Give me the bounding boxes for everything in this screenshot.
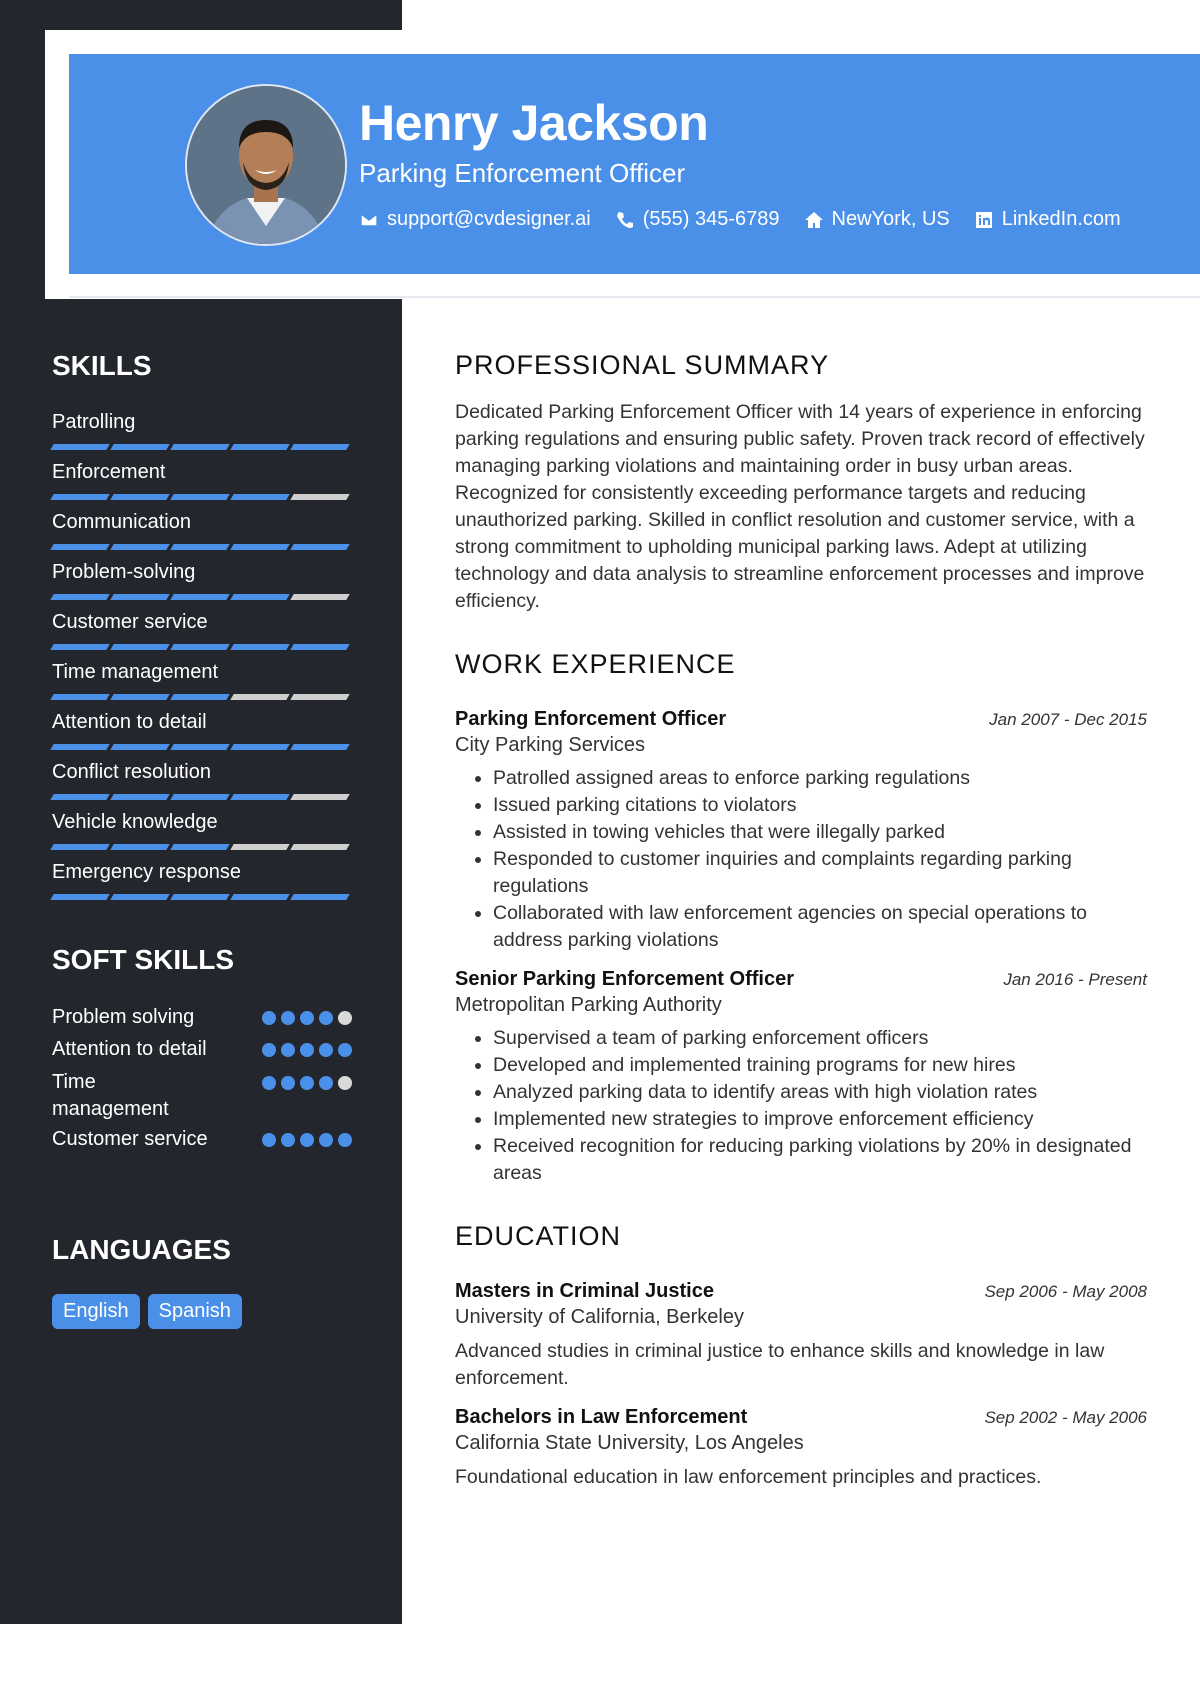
skill-level-segment — [170, 844, 229, 850]
job-position: Senior Parking Enforcement Officer — [455, 968, 794, 990]
job-position: Parking Enforcement Officer — [455, 708, 727, 730]
education-list — [455, 1280, 1147, 1491]
soft-skill-dot — [338, 1133, 352, 1147]
skill-level-segment — [110, 544, 169, 550]
skill-level-segment — [230, 544, 289, 550]
skill-level-segment — [110, 844, 169, 850]
soft-skill-name: Problem solving — [52, 1006, 195, 1028]
skill-level-bars — [52, 594, 352, 600]
avatar — [185, 84, 347, 246]
skill-level-segment — [110, 694, 169, 700]
job-bullets — [455, 1025, 1147, 1187]
header-banner — [69, 54, 1200, 274]
soft-skill-dots — [262, 1126, 352, 1147]
contact-row — [359, 208, 1121, 231]
skill-level-segment — [290, 894, 349, 900]
soft-skill-dot — [319, 1076, 333, 1090]
job-date: Jan 2016 - Present — [1003, 970, 1147, 989]
skill-level-segment — [230, 844, 289, 850]
header-card — [45, 30, 1200, 299]
skill-level-segment — [170, 494, 229, 500]
experience-heading: WORK EXPERIENCE — [455, 649, 736, 679]
job-header — [455, 968, 1147, 991]
skill-level-segment — [110, 494, 169, 500]
soft-skill-dot — [281, 1133, 295, 1147]
soft-skill-dot — [300, 1076, 314, 1090]
skill-level-segment — [110, 794, 169, 800]
soft-skill-item — [52, 1069, 352, 1123]
skill-level-segment — [110, 444, 169, 450]
soft-skill-dots — [262, 1004, 352, 1025]
job-entry — [455, 968, 1147, 1187]
contact-linkedin[interactable] — [974, 208, 1121, 231]
header-divider — [69, 296, 1200, 298]
job-bullet: • Supervised a team of parking enforcement officers — [493, 1025, 1147, 1052]
job-company: City Parking Services — [455, 734, 646, 756]
soft-skill-dot — [338, 1043, 352, 1057]
contact-linkedin-text: LinkedIn.com — [1001, 208, 1121, 230]
skill-level-segment — [290, 544, 349, 550]
soft-skill-dot — [338, 1076, 352, 1090]
summary-text: Dedicated Parking Enforcement Officer with 14 years of experience in enforcing parking regulations and ensuring public safety. Proven track record of effectively managing parking violations and maintaining order in busy urban areas. Recognized for consistently exceeding performance targets and reducing unauthorized parking. Skilled in conflict resolution and customer service, with a strong commitment to upholding municipal parking laws. Adept at utilizing technology and data analysis to streamline enforcement processes and improve efficiency. — [455, 401, 1145, 612]
soft-skill-item — [52, 1126, 352, 1153]
contact-location-text: NewYork, US — [831, 208, 950, 230]
skills-heading: SKILLS — [52, 350, 152, 381]
phone-icon — [615, 210, 635, 230]
skill-level-segment — [230, 594, 289, 600]
education-header — [455, 1280, 1147, 1303]
skill-level-segment — [290, 494, 349, 500]
skill-level-segment — [170, 694, 229, 700]
education-date: Sep 2002 - May 2006 — [984, 1408, 1147, 1427]
skill-level-segment — [290, 444, 349, 450]
skill-item — [52, 760, 352, 810]
skill-level-segment — [50, 544, 109, 550]
skill-level-segment — [50, 494, 109, 500]
soft-skill-name: Time management — [52, 1071, 169, 1120]
skill-level-bars — [52, 844, 352, 850]
job-bullet: • Developed and implemented training programs for new hires — [493, 1052, 1147, 1079]
skill-level-segment — [170, 894, 229, 900]
skill-level-bars — [52, 794, 352, 800]
language-badge: Spanish — [148, 1294, 242, 1329]
summary-heading: PROFESSIONAL SUMMARY — [455, 350, 830, 380]
skill-name: Attention to detail — [52, 711, 207, 733]
skill-name: Enforcement — [52, 461, 166, 483]
education-header — [455, 1406, 1147, 1429]
skill-item — [52, 410, 352, 460]
linkedin-icon — [974, 210, 994, 230]
profile-photo — [187, 86, 345, 244]
degree-name: Bachelors in Law Enforcement — [455, 1406, 748, 1428]
skill-level-segment — [50, 594, 109, 600]
skill-item — [52, 560, 352, 610]
school-name: California State University, Los Angeles — [455, 1432, 804, 1454]
soft-skill-dot — [319, 1133, 333, 1147]
main-content — [455, 350, 1147, 1491]
job-bullet: • Issued parking citations to violators — [493, 792, 1147, 819]
skill-name: Time management — [52, 661, 218, 683]
job-bullets — [455, 765, 1147, 954]
skill-level-segment — [290, 844, 349, 850]
skill-level-segment — [230, 894, 289, 900]
soft-skill-dot — [281, 1043, 295, 1057]
contact-email-text: support@cvdesigner.ai — [387, 208, 591, 230]
soft-skill-item — [52, 1036, 352, 1063]
skill-level-segment — [230, 644, 289, 650]
skill-level-segment — [50, 844, 109, 850]
skill-name: Conflict resolution — [52, 761, 211, 783]
skill-level-segment — [290, 694, 349, 700]
languages-heading: LANGUAGES — [52, 1234, 231, 1265]
soft-skill-dot — [338, 1011, 352, 1025]
job-title: Parking Enforcement Officer — [359, 158, 686, 188]
skill-level-bars — [52, 494, 352, 500]
degree-name: Masters in Criminal Justice — [455, 1280, 714, 1302]
education-entry — [455, 1406, 1147, 1491]
job-company: Metropolitan Parking Authority — [455, 994, 722, 1016]
soft-skill-dot — [262, 1076, 276, 1090]
skill-item — [52, 610, 352, 660]
skill-item — [52, 810, 352, 860]
job-bullet: • Patrolled assigned areas to enforce parking regulations — [493, 765, 1147, 792]
skill-level-segment — [230, 744, 289, 750]
skill-level-segment — [110, 744, 169, 750]
job-bullet: • Analyzed parking data to identify areas with high violation rates — [493, 1079, 1147, 1106]
skill-item — [52, 660, 352, 710]
job-bullet: • Responded to customer inquiries and complaints regarding parking regulations — [493, 846, 1147, 900]
job-date: Jan 2007 - Dec 2015 — [989, 710, 1147, 729]
skill-level-segment — [230, 444, 289, 450]
skills-list — [52, 410, 352, 910]
soft-skill-item — [52, 1004, 352, 1031]
skill-level-segment — [50, 444, 109, 450]
soft-skill-dot — [262, 1133, 276, 1147]
job-bullet: • Assisted in towing vehicles that were illegally parked — [493, 819, 1147, 846]
skill-level-segment — [230, 694, 289, 700]
contact-phone[interactable] — [615, 208, 780, 231]
education-entry — [455, 1280, 1147, 1392]
skill-level-segment — [50, 794, 109, 800]
skill-item — [52, 860, 352, 910]
skill-level-segment — [110, 594, 169, 600]
skill-item — [52, 510, 352, 560]
skill-level-bars — [52, 544, 352, 550]
skill-name: Vehicle knowledge — [52, 811, 218, 833]
language-badge: English — [52, 1294, 140, 1329]
skill-item — [52, 460, 352, 510]
skill-level-segment — [50, 744, 109, 750]
education-description: Foundational education in law enforcement principles and practices. — [455, 1466, 1042, 1488]
skill-level-segment — [290, 744, 349, 750]
soft-skill-dot — [281, 1076, 295, 1090]
education-heading: EDUCATION — [455, 1221, 622, 1251]
languages-list — [52, 1294, 242, 1329]
skill-name: Emergency response — [52, 861, 241, 883]
skill-level-segment — [110, 894, 169, 900]
candidate-name: Henry Jackson — [359, 95, 709, 151]
skill-level-segment — [230, 494, 289, 500]
skill-level-segment — [50, 894, 109, 900]
envelope-icon — [359, 210, 379, 230]
skill-name: Customer service — [52, 611, 208, 633]
contact-phone-text: (555) 345-6789 — [642, 208, 780, 230]
contact-email[interactable] — [359, 208, 591, 231]
soft-skill-dot — [262, 1043, 276, 1057]
soft-skill-dot — [281, 1011, 295, 1025]
soft-skills-list — [52, 1004, 352, 1153]
skill-level-segment — [170, 644, 229, 650]
skill-level-bars — [52, 744, 352, 750]
skill-level-segment — [290, 644, 349, 650]
skill-level-bars — [52, 444, 352, 450]
experience-list — [455, 708, 1147, 1187]
soft-skill-dot — [300, 1011, 314, 1025]
soft-skill-name: Customer service — [52, 1128, 208, 1150]
soft-skill-dot — [262, 1011, 276, 1025]
soft-skill-dots — [262, 1069, 352, 1090]
skill-level-segment — [170, 794, 229, 800]
soft-skill-dot — [319, 1043, 333, 1057]
job-bullet: • Implemented new strategies to improve enforcement efficiency — [493, 1106, 1147, 1133]
skill-level-segment — [290, 794, 349, 800]
skill-name: Problem-solving — [52, 561, 196, 583]
contact-location — [804, 208, 950, 231]
soft-skill-dot — [319, 1011, 333, 1025]
skill-level-segment — [50, 694, 109, 700]
skill-level-segment — [290, 594, 349, 600]
skill-level-segment — [110, 644, 169, 650]
skill-name: Patrolling — [52, 411, 136, 433]
skill-level-bars — [52, 644, 352, 650]
soft-skill-dot — [300, 1133, 314, 1147]
skill-name: Communication — [52, 511, 191, 533]
job-bullet: • Collaborated with law enforcement agencies on special operations to address parking violations — [493, 900, 1147, 954]
skill-level-segment — [170, 594, 229, 600]
skill-level-bars — [52, 894, 352, 900]
skill-level-segment — [50, 644, 109, 650]
skill-level-segment — [170, 444, 229, 450]
soft-skill-dot — [300, 1043, 314, 1057]
skill-level-segment — [230, 794, 289, 800]
skill-level-bars — [52, 694, 352, 700]
skill-item — [52, 710, 352, 760]
soft-skill-name: Attention to detail — [52, 1038, 207, 1060]
education-date: Sep 2006 - May 2008 — [984, 1282, 1147, 1301]
job-header — [455, 708, 1147, 731]
soft-skill-dots — [262, 1036, 352, 1057]
education-description: Advanced studies in criminal justice to enhance skills and knowledge in law enforcement. — [455, 1340, 1105, 1389]
home-icon — [804, 210, 824, 230]
job-bullet: • Received recognition for reducing parking violations by 20% in designated areas — [493, 1133, 1147, 1187]
soft-skills-heading: SOFT SKILLS — [52, 944, 234, 975]
skill-level-segment — [170, 744, 229, 750]
skill-level-segment — [170, 544, 229, 550]
job-entry — [455, 708, 1147, 954]
school-name: University of California, Berkeley — [455, 1306, 744, 1328]
